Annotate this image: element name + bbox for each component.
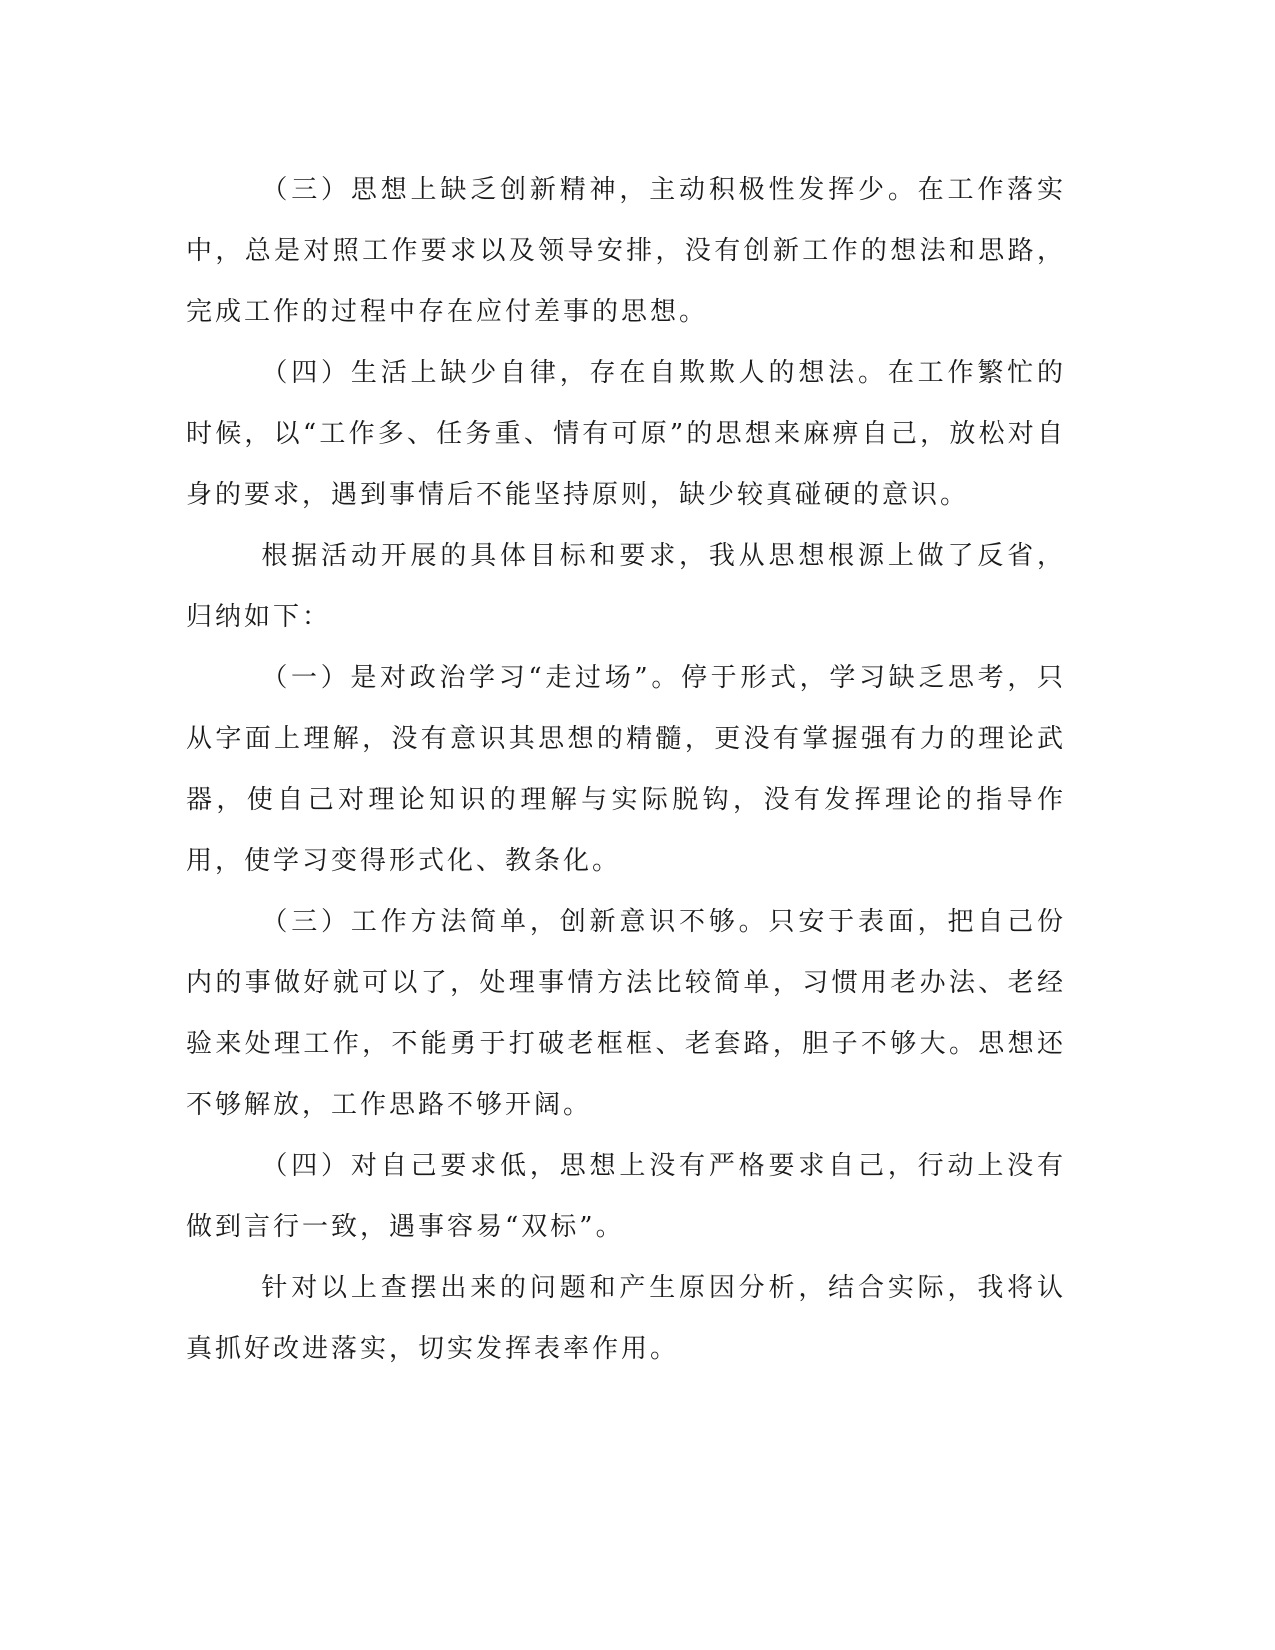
paragraph-innovation-spirit: （三）思想上缺乏创新精神，主动积极性发挥少。在工作落实中，总是对照工作要求以及领导安排，没有创新工作的想法和思路，完成工作的过程中存在应付差事的思想。 <box>186 175 1066 327</box>
document-body <box>186 160 1066 1380</box>
paragraph-political-study: （一）是对政治学习“走过场”。停于形式，学习缺乏思考，只从字面上理解，没有意识其思想的精髓，更没有掌握强有力的理论武器，使自己对理论知识的理解与实际脱钩，没有发挥理论的指导作用，使学习变得形式化、教条化。 <box>186 663 1066 876</box>
paragraph-root-cause-intro: 根据活动开展的具体目标和要求，我从思想根源上做了反省，归纳如下： <box>186 541 1066 632</box>
paragraph-self-discipline: （四）生活上缺少自律，存在自欺欺人的想法。在工作繁忙的时候，以“工作多、任务重、情有可原”的思想来麻痹自己，放松对自身的要求，遇到事情后不能坚持原则，缺少较真碰硬的意识。 <box>186 358 1066 510</box>
paragraph-self-requirements: （四）对自己要求低，思想上没有严格要求自己，行动上没有做到言行一致，遇事容易“双标”。 <box>186 1151 1066 1242</box>
paragraph-improvement-plan: 针对以上查摆出来的问题和产生原因分析，结合实际，我将认真抓好改进落实，切实发挥表率作用。 <box>186 1273 1066 1364</box>
paragraph-work-methods: （三）工作方法简单，创新意识不够。只安于表面，把自己份内的事做好就可以了，处理事情方法比较简单，习惯用老办法、老经验来处理工作，不能勇于打破老框框、老套路，胆子不够大。思想还不够解放，工作思路不够开阔。 <box>186 907 1066 1120</box>
